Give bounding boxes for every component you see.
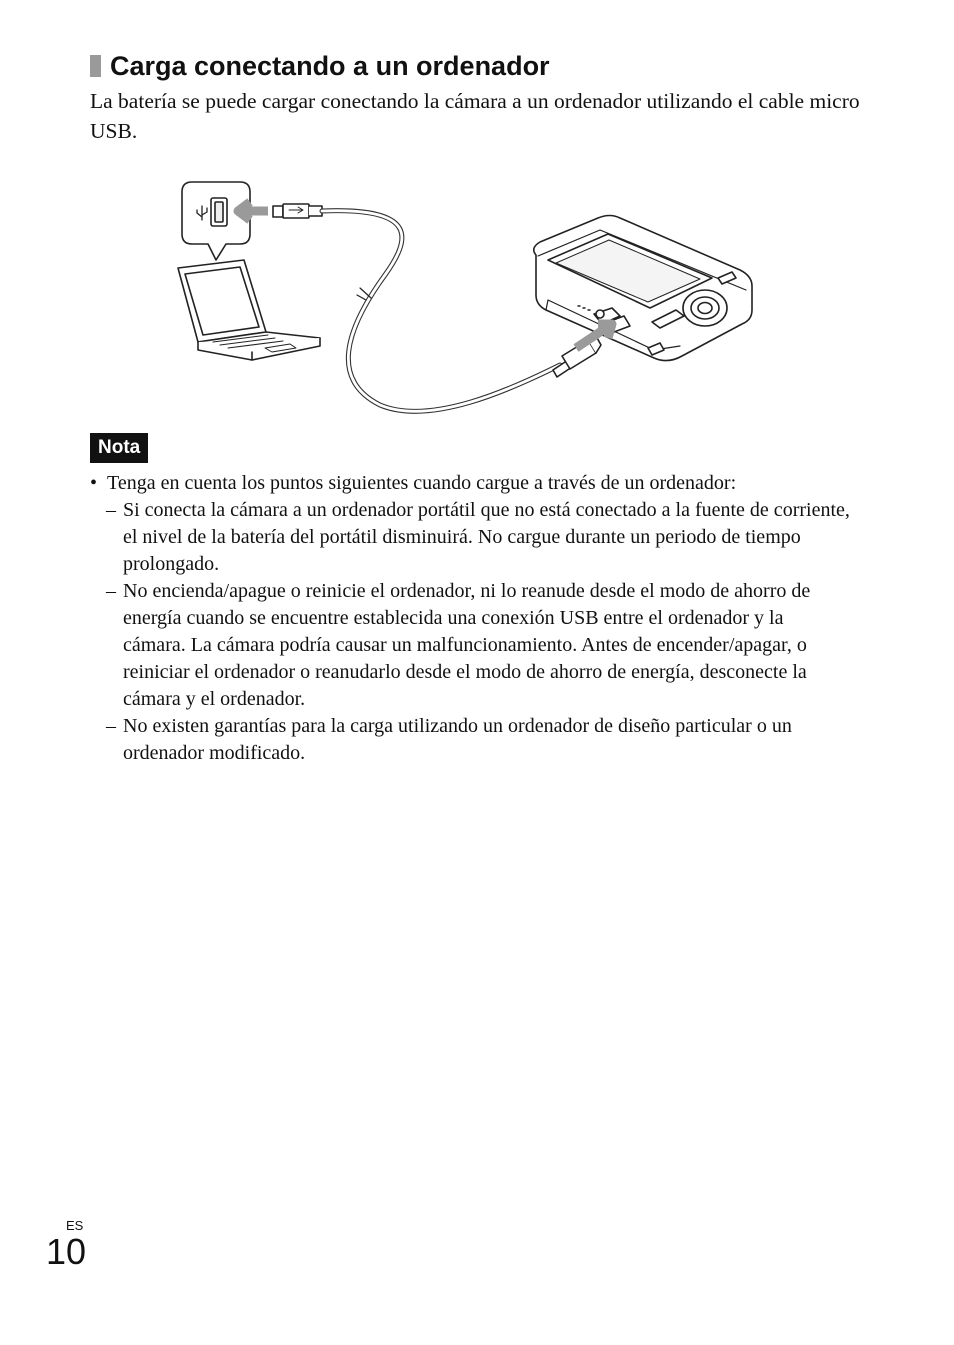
note-bullet — [90, 470, 850, 497]
note-badge: Nota — [90, 433, 148, 463]
laptop-icon — [178, 260, 320, 360]
connection-illustration — [0, 160, 954, 430]
note-bullet-text: Tenga en cuenta los puntos siguientes cuando cargue a través de un ordenador: — [107, 472, 737, 494]
note-list — [90, 470, 850, 767]
dash-mark: – — [106, 715, 116, 737]
section-title — [90, 48, 550, 84]
usb-connection-figure — [0, 160, 954, 430]
dash-mark: – — [106, 499, 116, 521]
section-title-text: Carga conectando a un ordenador — [110, 51, 550, 81]
note-item — [90, 578, 850, 713]
note-item — [90, 713, 850, 767]
dash-mark: – — [106, 580, 116, 602]
usb-port-icon — [182, 182, 250, 260]
camera-icon — [534, 216, 752, 361]
note-item-text: No encienda/apague o reinicie el ordenador, ni lo reanude desde el modo de ahorro de energía cuando se encuentre establecida una conexión USB entre el ordenador y la cámara. La cámara podría causar un malfuncionamiento. Antes de encender/apagar, o reiniciar el ordenador o reanudarlo desde el modo de ahorro de energía, desconecte la cámara y el ordenador. — [123, 580, 811, 710]
note-item-text: Si conecta la cámara a un ordenador portátil que no está conectado a la fuente de corriente, el nivel de la batería del portátil disminuirá. No cargue durante un periodo de tiempo prolongado. — [123, 499, 850, 575]
language-code: ES — [66, 1218, 84, 1233]
note-item — [90, 497, 850, 578]
section-marker-icon — [90, 55, 104, 77]
note-item-text: No existen garantías para la carga utilizando un ordenador de diseño particular o un ordenador modificado. — [123, 715, 792, 764]
arrow-icon — [238, 202, 268, 220]
page-number: 10 — [46, 1231, 87, 1272]
intro-paragraph: La batería se puede cargar conectando la cámara a un ordenador utilizando el cable micro USB. — [90, 89, 860, 143]
bullet-mark: • — [90, 472, 98, 494]
